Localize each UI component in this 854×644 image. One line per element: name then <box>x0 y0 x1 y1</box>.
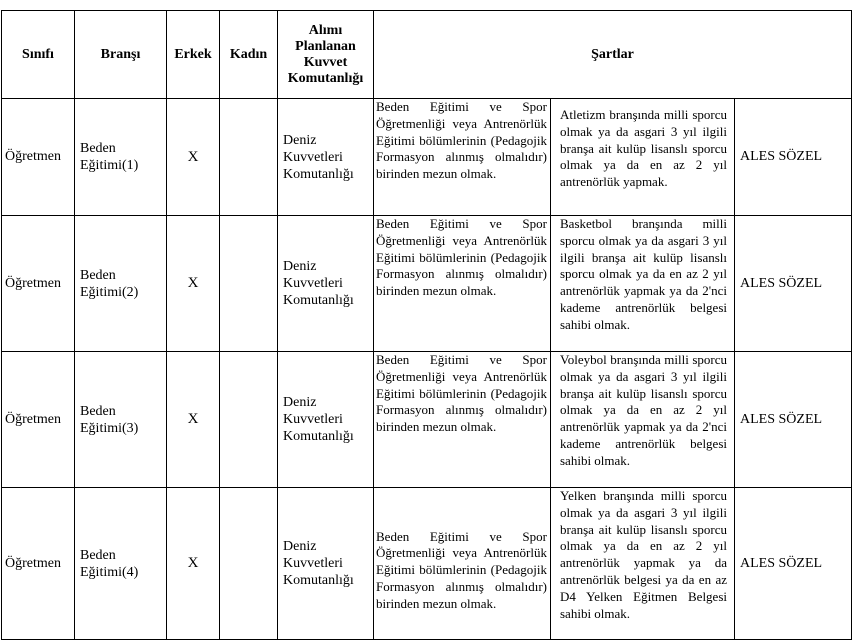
cell-egitim <box>374 488 551 640</box>
cell-sart <box>551 352 735 488</box>
cell-sart <box>551 216 735 352</box>
egitim-text: Beden Eğitimi ve Spor Öğretmenliği veya Antrenörlük Eğitimi bölümlerinin (Pedagojik Formasyon alınmış olmalıdır) birinden mezun olmak. <box>376 216 547 299</box>
cell-kadin <box>220 99 278 216</box>
header-row <box>2 11 852 99</box>
cell-kuvvet: Deniz Kuvvetleri Komutanlığı <box>278 99 374 216</box>
cell-erkek: X <box>167 352 220 488</box>
cell-sinif: Öğretmen <box>2 352 75 488</box>
header-kadin: Kadın <box>220 11 278 99</box>
header-erkek: Erkek <box>167 11 220 99</box>
cell-sinif: Öğretmen <box>2 99 75 216</box>
cell-kadin <box>220 488 278 640</box>
egitim-text: Beden Eğitimi ve Spor Öğretmenliği veya Antrenörlük Eğitimi bölümlerinin (Pedagojik Formasyon alınmış olmalıdır) birinden mezun olmak. <box>376 352 547 435</box>
table-row <box>2 488 852 640</box>
table-row <box>2 99 852 216</box>
cell-kuvvet: Deniz Kuvvetleri Komutanlığı <box>278 488 374 640</box>
cell-kadin <box>220 216 278 352</box>
cell-kuvvet: Deniz Kuvvetleri Komutanlığı <box>278 216 374 352</box>
table-row <box>2 352 852 488</box>
sart-text: Atletizm branşında milli sporcu olmak ya da asgari 3 yıl ilgili branşa ait kulüp lisanslı sporcu olmak ya da en az 2 yıl antrenörlük yapmak. <box>560 107 727 190</box>
cell-egitim <box>374 99 551 216</box>
egitim-text: Beden Eğitimi ve Spor Öğretmenliği veya Antrenörlük Eğitimi bölümlerinin (Pedagojik Formasyon alınmış olmalıdır) birinden mezun olmak. <box>376 99 547 182</box>
header-brans: Branşı <box>75 11 167 99</box>
cell-sinif: Öğretmen <box>2 488 75 640</box>
cell-sinav: ALES SÖZEL <box>735 99 852 216</box>
cell-brans: Beden Eğitimi(4) <box>75 488 167 640</box>
cell-kadin <box>220 352 278 488</box>
requirements-table <box>1 10 852 640</box>
cell-brans: Beden Eğitimi(3) <box>75 352 167 488</box>
cell-brans: Beden Eğitimi(2) <box>75 216 167 352</box>
cell-sinif: Öğretmen <box>2 216 75 352</box>
cell-brans: Beden Eğitimi(1) <box>75 99 167 216</box>
cell-sinav: ALES SÖZEL <box>735 352 852 488</box>
header-sinif: Sınıfı <box>2 11 75 99</box>
cell-egitim <box>374 216 551 352</box>
cell-egitim <box>374 352 551 488</box>
sart-text: Voleybol branşında milli sporcu olmak ya da asgari 3 yıl ilgili branşa ait kulüp lisanslı sporcu olmak ya da en az 2 yıl antrenörlük yapmak ya da 2'nci kademe antrenörlük belgesi sahibi olmak. <box>560 352 727 468</box>
sart-text: Yelken branşında milli sporcu olmak ya da asgari 3 yıl ilgili branşa ait kulüp lisanslı sporcu olmak ya da en az 2 yıl antrenörlük yapmak ya da antrenörlük belgesi ya da en az D4 Yelken Eğitmen Belgesi sahibi olmak. <box>560 488 727 621</box>
cell-sinav: ALES SÖZEL <box>735 488 852 640</box>
cell-erkek: X <box>167 488 220 640</box>
cell-sinav: ALES SÖZEL <box>735 216 852 352</box>
header-sartlar: Şartlar <box>374 11 852 99</box>
sart-text: Basketbol branşında milli sporcu olmak ya da asgari 3 yıl ilgili branşa ait kulüp lisanslı sporcu olmak ya da en az 2 yıl antrenörlük yapmak ya da 2'nci kademe antrenörlük belgesi sahibi olmak. <box>560 216 727 332</box>
cell-sart <box>551 99 735 216</box>
table-row <box>2 216 852 352</box>
cell-erkek: X <box>167 99 220 216</box>
cell-sart <box>551 488 735 640</box>
header-kuvvet: Alımı Planlanan Kuvvet Komutanlığı <box>278 11 374 99</box>
cell-kuvvet: Deniz Kuvvetleri Komutanlığı <box>278 352 374 488</box>
cell-erkek: X <box>167 216 220 352</box>
egitim-text: Beden Eğitimi ve Spor Öğretmenliği veya Antrenörlük Eğitimi bölümlerinin (Pedagojik Formasyon alınmış olmalıdır) birinden mezun olmak. <box>376 528 547 611</box>
